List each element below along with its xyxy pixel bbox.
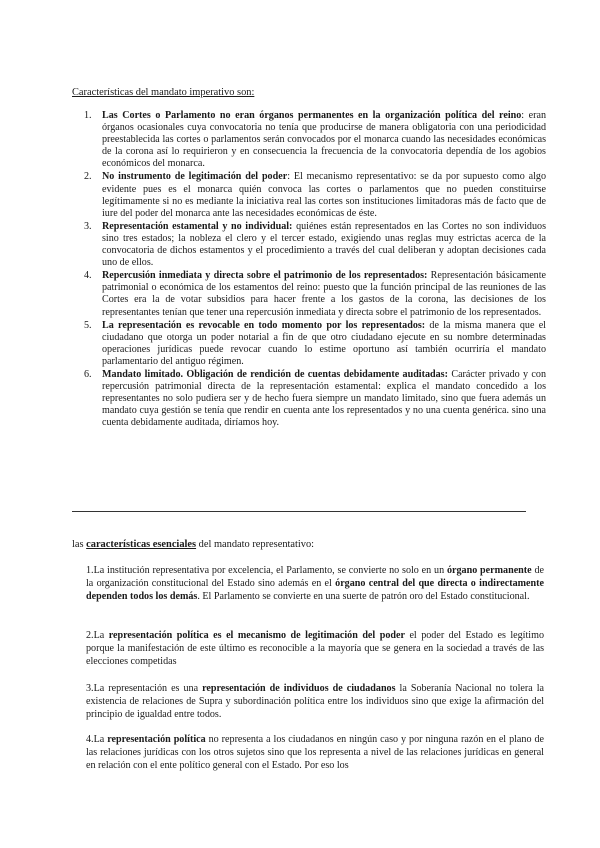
list-item-number: 4. <box>84 270 92 282</box>
list-item <box>74 320 546 368</box>
paragraph-emphasis: representación de individuos de ciudadanos <box>202 683 396 694</box>
paragraph-4 <box>86 733 544 773</box>
list-item-title: Representación estamental y no individual: <box>102 220 293 232</box>
list-item-text: : El mecanismo representativo: se da por supuesto como algo evidente pues es el monarca quién convoca las cortes o parlamentos que no pueden constituirse legítimamente si no es mediante la iniciativa real las cortes son instituciones limitadoras más de facto que de iure del poder del monarca ante las necesidades económicas de éste. <box>102 171 547 219</box>
paragraph-text: 3.La representación es una <box>86 683 203 694</box>
list-item-number: 3. <box>84 220 92 232</box>
paragraph-text: . El Parlamento se convierte en una suerte de patrón oro del Estado constitucional. <box>197 591 530 603</box>
list-item-title: Las Cortes o Parlamento no eran órganos permanentes en la organización política del reino <box>102 110 522 121</box>
list-item-text: : eran órganos ocasionales cuya convocatoria no tenía que producirse de manera obligatoria con una periodicidad preestablecida las cortes o parlamentos serán convocados por el monarca cuando las necesidades económicas de la corona así lo requirieron y en consecuencia la frecuencia de la convocatoria dependía de los agobios económicos del monarca. <box>102 110 547 170</box>
list-item-text: de la misma manera que el ciudadano que otorga un poder notarial a fin de que otro ciudadano ejecute en su nombre determinadas operaciones jurídicas puede revocar cuando lo estime oportuno así también ocurriría el mandato parlamentario del antiguo régimen. <box>102 319 546 367</box>
list-item-number: 2. <box>84 171 92 183</box>
list-item <box>74 221 546 269</box>
list-item-title: Mandato limitado. Obligación de rendición de cuentas debidamente auditadas: <box>102 368 448 380</box>
list-item-title: La representación es revocable en todo momento por los representados: <box>102 319 426 331</box>
section-heading-imperative-mandate: Características del mandato imperativo son: <box>72 87 255 98</box>
list-item <box>74 171 546 219</box>
paragraph-emphasis: representación política <box>107 734 206 745</box>
section-divider <box>72 511 526 512</box>
paragraph-text: 2.La <box>86 630 109 641</box>
paragraph-text: el poder del Estado es legítimo porque la manifestación de este último es reconocible a la mayoría que se genera en la sociedad a través de las elecciones competidas <box>86 630 544 668</box>
heading-suffix: del mandato representativo: <box>196 539 315 550</box>
paragraph-emphasis: órgano permanente <box>446 565 532 576</box>
paragraph-text: de la organización constitucional del Estado sino además en el <box>86 565 544 590</box>
paragraph-2 <box>86 629 544 669</box>
imperative-mandate-list <box>74 110 546 430</box>
list-item <box>74 369 546 429</box>
paragraph-emphasis: representación política es el mecanismo de legitimación del poder <box>108 630 405 641</box>
paragraph-text: 1.La institución representativa por excelencia, el Parlamento, se convierte no solo en un <box>86 565 447 576</box>
list-item-title: Repercusión inmediata y directa sobre el patrimonio de los representados: <box>102 270 428 282</box>
heading-emphasis: características esenciales <box>86 539 197 550</box>
list-item <box>74 110 546 170</box>
paragraph-1 <box>86 564 544 604</box>
list-item-number: 5. <box>84 319 92 331</box>
paragraph-text: la Soberanía Nacional no tolera la existencia de relaciones de Supra y subordinación política entre los individuos sino que exige la afirmación del principio de igualdad entre todos. <box>86 683 544 721</box>
section-heading-representative-mandate <box>72 538 314 551</box>
list-item-text: quiénes están representados en las Cortes no son individuos sino tres estados; la nobleza el clero y el tercer estado, exigiendo unas reglas muy estrictas acerca de la convocatoria de dichos estamentos y el procedimiento a través del cual deliberan y adoptan decisiones cada uno de ellos. <box>102 220 547 269</box>
list-item-text: Representación básicamente patrimonial o económica de los estamentos del reino: puesto que la función principal de las reuniones de las Cortes era la de votar subsidios para hacer frente a los gastos de la corona, las decisiones de los representantes tenían que tener una repercusión inmediata y directa sobre el patrimonio de los representados. <box>102 270 547 318</box>
list-item-title: No instrumento de legitimación del poder <box>102 171 288 183</box>
heading-prefix: las <box>72 539 87 550</box>
paragraph-emphasis: órgano central del que directa o indirectamente dependen todos los demás <box>86 578 544 603</box>
paragraph-text: no representa a los ciudadanos en ningún caso y por ninguna razón en el plano de las relaciones jurídicas con los otros sujetos sino que los representa a nivel de las relaciones jurídicas en general en relación con el ente político general con el Estado. Por eso los <box>86 734 544 772</box>
list-item-number: 1. <box>84 110 92 121</box>
list-item-number: 6. <box>84 368 92 380</box>
list-item-text: Carácter privado y con repercusión patrimonial directa de la representación estamental: explica el mandato concedido a los representantes no solo pudiera ser y de hecho fuera siempre un mandato limitado, sino que fuera además un mandato cuya gestión se tenía que rendir en cuenta ante los representados y no una cuenta genérica. sino una cuenta debidamente auditada, diríamos hoy. <box>102 368 547 429</box>
paragraph-text: 4.La <box>86 734 108 745</box>
paragraph-3 <box>86 682 544 722</box>
list-item <box>74 270 546 318</box>
